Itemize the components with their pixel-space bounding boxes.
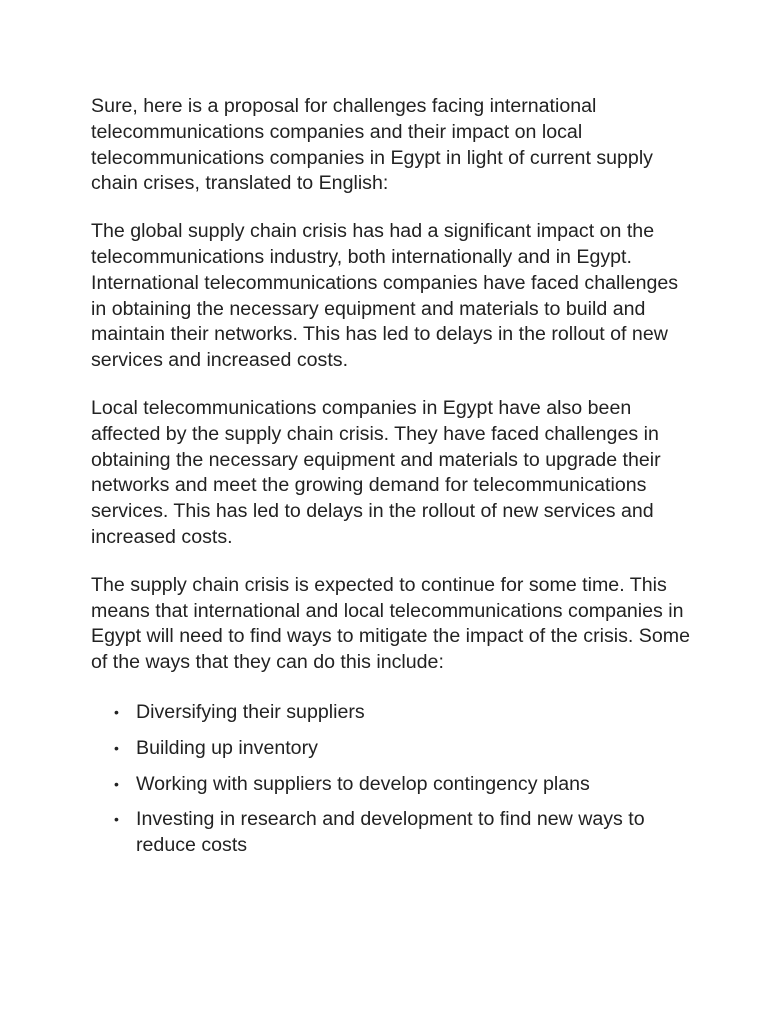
paragraph-intro: Sure, here is a proposal for challenges facing international telecommunications companies and their impact on local telecommunications companies in Egypt in light of current supply chain crises, translated to English:	[91, 95, 653, 195]
list-item-text: Building up inventory	[136, 736, 318, 759]
mitigation-list	[91, 700, 691, 859]
bullet-icon: •	[114, 703, 119, 720]
paragraph-local-impact: Local telecommunications companies in Egypt have also been affected by the supply chain crisis. They have faced challenges in obtaining the necessary equipment and materials to upgrade their networks and meet the growing demand for telecommunications services. This has led to delays in the rollout of new services and increased costs.	[91, 396, 661, 548]
bullet-icon: •	[114, 739, 119, 756]
list-item	[91, 807, 691, 859]
bullet-icon: •	[114, 775, 119, 792]
list-item	[91, 772, 691, 798]
bullet-icon: •	[114, 811, 119, 828]
list-item	[91, 700, 691, 726]
paragraph-global-impact: The global supply chain crisis has had a significant impact on the telecommunications industry, both internationally and in Egypt. International telecommunications companies have faced challenges in obtaining the necessary equipment and materials to build and maintain their networks. This has led to delays in the rollout of new services and increased costs.	[91, 220, 679, 372]
list-item-text: Diversifying their suppliers	[136, 700, 365, 723]
list-item	[91, 736, 691, 762]
paragraph-mitigation: The supply chain crisis is expected to continue for some time. This means that international and local telecommunications companies in Egypt will need to find ways to mitigate the impact of the crisis. Some of the ways that they can do this include:	[91, 573, 690, 674]
list-item-text: Investing in research and development to find new ways to reduce costs	[136, 808, 645, 857]
list-item-text: Working with suppliers to develop contingency plans	[136, 772, 590, 795]
document-body	[91, 94, 691, 869]
